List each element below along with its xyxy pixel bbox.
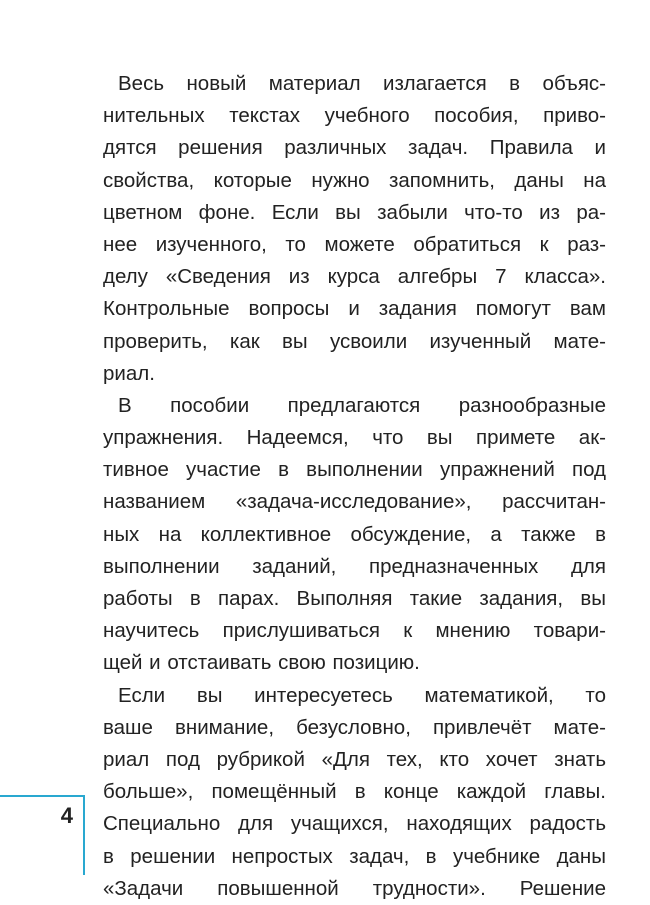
text-line: В пособии предлагаются разнообразные: [118, 393, 606, 417]
text-line: свойства, которые нужно запомнить, даны на: [103, 168, 606, 192]
text-line: «Задачи повышенной трудности». Решение: [103, 876, 606, 900]
text-line: названием «задача-исследование», рассчитан-: [103, 490, 606, 514]
text-line: Специально для учащихся, находящих радость: [103, 812, 606, 836]
text-line: нее изученного, то можете обратиться к раз-: [103, 232, 606, 256]
text-line: выполнении заданий, предназначенных для: [103, 554, 606, 578]
text-line: работы в парах. Выполняя такие задания, вы: [103, 587, 606, 610]
text-line: ных на коллективное обсуждение, а также в: [103, 522, 606, 546]
page-number-box: [0, 795, 85, 875]
text-line: в решении непростых задач, в учебнике даны: [103, 844, 606, 868]
page-number: 4: [60, 803, 73, 828]
paragraph: [103, 680, 606, 905]
body-text: [103, 68, 606, 905]
text-line: цветном фоне. Если вы забыли что-то из ра-: [103, 200, 606, 224]
paragraph: [103, 390, 606, 680]
text-line: щей и отстаивать свою позицию.: [103, 651, 420, 675]
paragraph: [103, 68, 606, 390]
text-line: делу «Сведения из курса алгебры 7 класса».: [103, 265, 606, 289]
text-line: Если вы интересуетесь математикой, то: [118, 683, 606, 707]
text-line: Контрольные вопросы и задания помогут вам: [103, 297, 606, 321]
text-line: ваше внимание, безусловно, привлечёт мате-: [103, 715, 606, 739]
text-line: Весь новый материал излагается в объяс-: [118, 72, 606, 95]
text-line: научитесь прислушиваться к мнению товари-: [103, 619, 606, 643]
text-line: упражнения. Надеемся, что вы примете ак-: [103, 426, 606, 450]
text-line: проверить, как вы усвоили изученный мате-: [103, 329, 606, 353]
text-line: тивное участие в выполнении упражнений под: [103, 458, 606, 482]
text-line: нительных текстах учебного пособия, приво-: [103, 104, 606, 128]
text-line: больше», помещённый в конце каждой главы.: [103, 780, 606, 804]
text-line: дятся решения различных задач. Правила и: [103, 136, 606, 160]
text-line: риал.: [103, 361, 155, 385]
text-line: риал под рубрикой «Для тех, кто хочет знать: [103, 747, 606, 771]
